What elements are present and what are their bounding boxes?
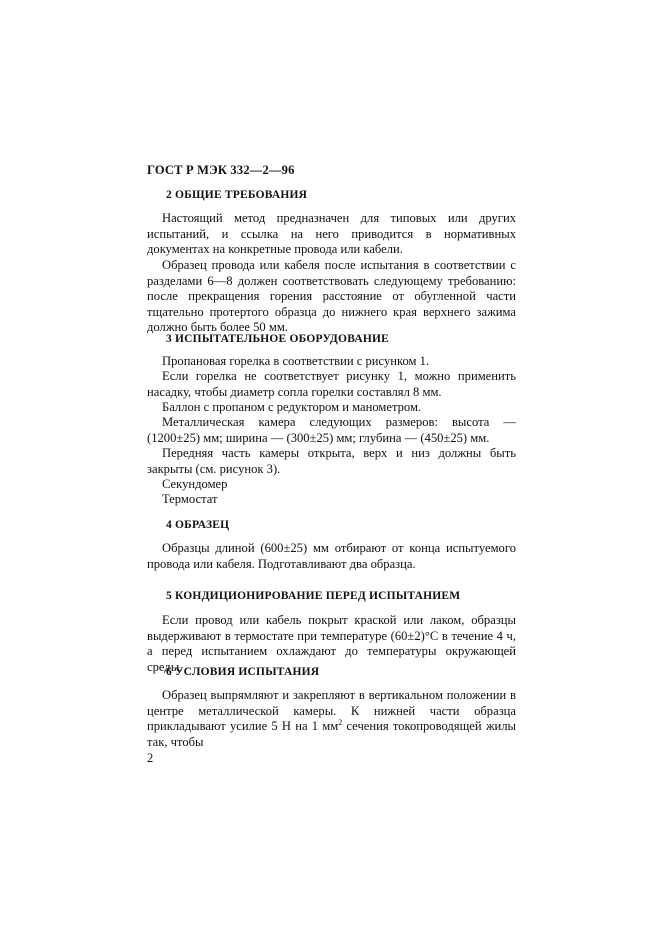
section-3-paragraph-4 xyxy=(147,415,516,446)
paragraph-text: Если провод или кабель покрыт краской или лаком, образцы выдерживают в термостате при температуре (60±2)°С в течение 4 ч, а перед испытанием охлаждают до температуры окружающей среды. xyxy=(147,613,516,674)
section-6-heading: 6 УСЛОВИЯ ИСПЫТАНИЯ xyxy=(166,666,320,678)
section-5-heading: 5 КОНДИЦИОНИРОВАНИЕ ПЕРЕД ИСПЫТАНИЕМ xyxy=(166,590,461,602)
paragraph-text: Передняя часть камеры открыта, верх и низ должны быть закрыты (см. рисунок 3). xyxy=(147,446,516,476)
paragraph-text: Пропановая горелка в соответствии с рисунком 1. xyxy=(162,354,430,368)
paragraph-text: Термостат xyxy=(162,492,218,506)
paragraph-text: Баллон с пропаном с редуктором и манометром. xyxy=(162,400,422,414)
document-header: ГОСТ Р МЭК 332—2—96 xyxy=(147,163,295,177)
section-3-paragraph-6 xyxy=(147,477,516,493)
section-3-paragraph-5 xyxy=(147,446,516,477)
superscript-2: 2 xyxy=(338,717,343,727)
section-2-paragraph-1 xyxy=(147,211,516,258)
paragraph-text: Образец выпрямляют и закрепляют в вертикальном положении в центре металлической камеры. К нижней части образца прикладывают усилие 5 Н на 1 мм xyxy=(147,688,516,733)
section-2-paragraph-2 xyxy=(147,258,516,336)
section-2-heading: 2 ОБЩИЕ ТРЕБОВАНИЯ xyxy=(166,189,308,201)
section-4-paragraph-1 xyxy=(147,541,516,572)
section-3-paragraph-1 xyxy=(147,354,516,370)
section-3-paragraph-7 xyxy=(147,492,516,508)
paragraph-text-cont: сечения токопроводящей жилы так, чтобы xyxy=(147,719,517,749)
section-3-paragraph-2 xyxy=(147,369,516,400)
paragraph-text: Если горелка не соответствует рисунку 1, можно применить насадку, чтобы диаметр сопла горелки составлял 8 мм. xyxy=(147,369,516,399)
paragraph-text: Секундомер xyxy=(162,477,228,491)
paragraph-text: Металлическая камера следующих размеров: высота — (1200±25) мм; ширина — (300±25) мм; глубина — (450±25) мм. xyxy=(147,415,516,445)
section-6-paragraph-1 xyxy=(147,688,516,750)
page-number: 2 xyxy=(147,751,154,765)
paragraph-text: Образец провода или кабеля после испытания в соответствии с разделами 6—8 должен соответствовать следующему требованию: после прекращения горения расстояние от обугленной части тщательно протертого образца до нижнего края верхнего зажима должно быть более 50 мм. xyxy=(147,258,516,334)
section-3-paragraph-3 xyxy=(147,400,516,416)
paragraph-text: Образцы длиной (600±25) мм отбирают от конца испытуемого провода или кабеля. Подготавливают два образца. xyxy=(147,541,516,571)
paragraph-text: Настоящий метод предназначен для типовых или других испытаний, и ссылка на него приводится в нормативных документах на конкретные провода или кабели. xyxy=(147,211,516,256)
section-3-heading: 3 ИСПЫТАТЕЛЬНОЕ ОБОРУДОВАНИЕ xyxy=(166,333,389,345)
section-4-heading: 4 ОБРАЗЕЦ xyxy=(166,519,230,531)
